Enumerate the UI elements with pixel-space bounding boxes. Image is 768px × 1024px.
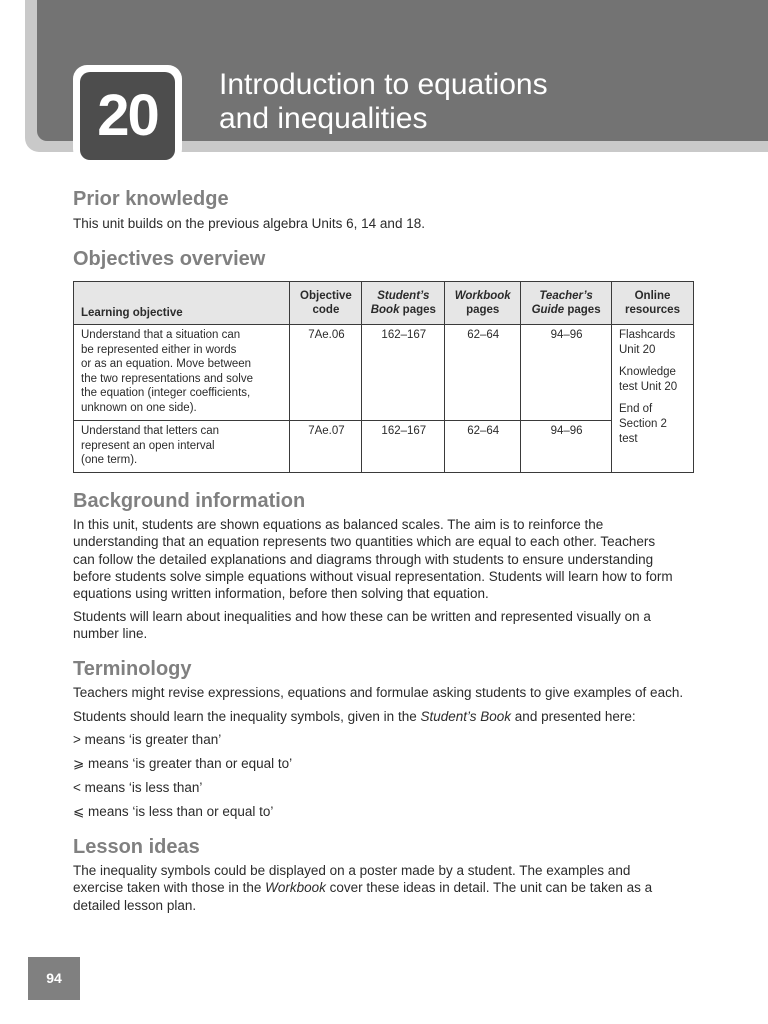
prior-knowledge-heading: Prior knowledge (73, 188, 229, 210)
objective-code-cell: 7Ae.06 (290, 325, 362, 421)
table-row (74, 325, 694, 421)
objective-line: or as an equation. Move between (81, 358, 252, 370)
col-sb-l1: Student’s (377, 290, 430, 302)
terminology-heading: Terminology (73, 658, 192, 680)
col-learning-objective: Learning objective (74, 282, 290, 325)
sb-pages-cell: 162–167 (362, 325, 445, 421)
sb-pages-cell: 162–167 (362, 421, 445, 473)
col-tg-l1: Teacher’s (539, 290, 593, 302)
col-teachers-guide-pages (521, 282, 612, 325)
background-paragraph-2: Students will learn about inequalities and how these can be written and represented visually on a number line. (73, 609, 651, 642)
symbol-less-than: < means ‘is less than’ (73, 780, 203, 795)
symbol-greater-equal: ⩾ means ‘is greater than or equal to’ (73, 756, 293, 771)
page-title-line-2: and inequalities (219, 102, 428, 135)
page-title-line-1: Introduction to equations (219, 68, 548, 101)
tg-pages-cell: 94–96 (521, 421, 612, 473)
col-students-book-pages (362, 282, 445, 325)
page-number: 94 (28, 957, 80, 1000)
table-header-row (74, 282, 694, 325)
col-tg-l2a: Guide (531, 304, 565, 316)
col-objective-code-l1: Objective (300, 290, 352, 302)
objective-line: Understand that a situation can (81, 329, 241, 341)
wb-pages-cell: 62–64 (445, 325, 521, 421)
symbol-greater-than: > means ‘is greater than’ (73, 732, 222, 747)
terminology-paragraph-2: Students should learn the inequality symbols, given in the Student’s Book and presented here: (73, 709, 636, 724)
objective-code-cell: 7Ae.07 (290, 421, 362, 473)
objective-line: (one term). (81, 454, 138, 466)
background-heading: Background information (73, 490, 306, 512)
prior-knowledge-text: This unit builds on the previous algebra Units 6, 14 and 18. (73, 216, 425, 231)
online-resources-cell (612, 325, 694, 473)
background-paragraph-1: In this unit, students are shown equations as balanced scales. The aim is to reinforce the understanding that an equation represents two quantities which are equal to each other. Teachers can follow the detailed explanations and diagrams through with students to ensure understanding before students solve simple equations without visual representation. Students will learn how to form equations using written information, before then solving that equation. (73, 517, 673, 602)
col-wb-l1: Workbook (454, 290, 511, 302)
unit-number-badge: 20 (80, 72, 175, 160)
col-workbook-pages (445, 282, 521, 325)
col-sb-l2b: pages (399, 304, 436, 316)
col-online-l2: resources (625, 304, 680, 316)
objective-cell (74, 325, 290, 421)
objective-line: the two representations and solve (81, 372, 253, 385)
tg-pages-cell: 94–96 (521, 325, 612, 421)
objective-line: Understand that letters can (81, 425, 220, 437)
col-tg-l2b: pages (564, 304, 601, 316)
col-online-l1: Online (634, 290, 671, 302)
online-resource-knowledge-test: Knowledge test Unit 20 (619, 366, 678, 393)
lesson-ideas-paragraph: The inequality symbols could be displayed on a poster made by a student. The examples and exercise taken with those in the Workbook cover these ideas in detail. The unit can be taken as a detailed lesson plan. (73, 863, 653, 913)
objective-line: be represented either in words (81, 343, 237, 356)
col-objective-code (290, 282, 362, 325)
table-row (74, 421, 694, 473)
objective-line: unknown on one side). (81, 401, 197, 414)
lesson-ideas-heading: Lesson ideas (73, 836, 200, 858)
page-title (219, 68, 548, 136)
objective-line: the equation (integer coefficients, (81, 387, 251, 399)
col-online-resources (612, 282, 694, 325)
col-objective-code-l2: code (312, 304, 340, 316)
col-wb-l2: pages (466, 304, 500, 316)
terminology-paragraph-1: Teachers might revise expressions, equations and formulae asking students to give examples of each. (73, 685, 684, 700)
online-resource-flashcards: Flashcards Unit 20 (619, 329, 676, 356)
objective-cell (74, 421, 290, 473)
objectives-table (73, 281, 694, 473)
online-resource-section-test: End of Section 2 test (619, 403, 667, 445)
wb-pages-cell: 62–64 (445, 421, 521, 473)
objectives-heading: Objectives overview (73, 248, 266, 270)
col-sb-l2a: Book (370, 304, 400, 316)
symbol-less-equal: ⩽ means ‘is less than or equal to’ (73, 804, 274, 819)
objective-line: represent an open interval (81, 439, 215, 452)
